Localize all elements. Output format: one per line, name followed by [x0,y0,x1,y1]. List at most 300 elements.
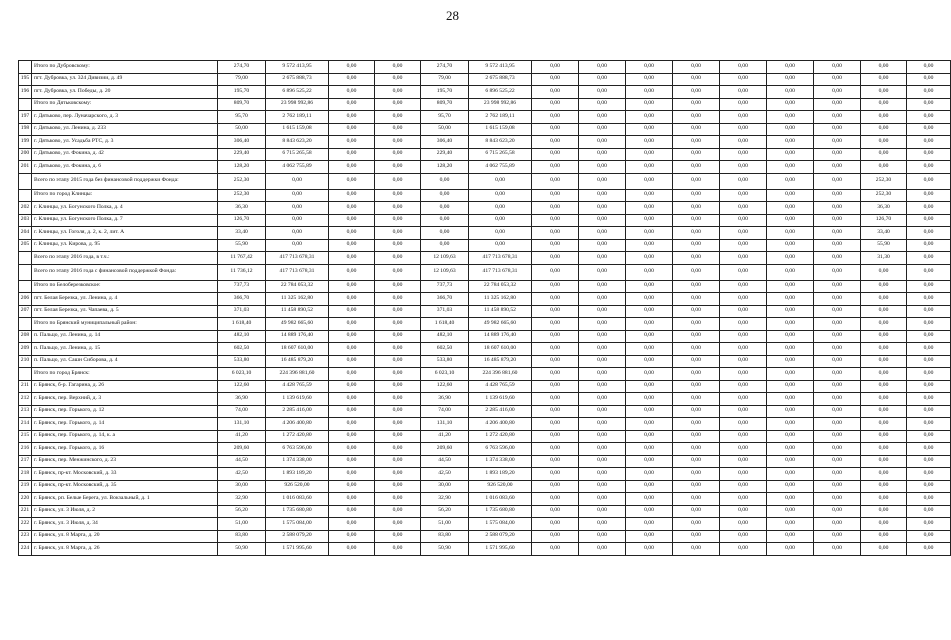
value-cell: 0,00 [814,468,861,481]
value-cell: 0,00 [814,136,861,149]
value-cell: 417 713 678,31 [266,264,329,280]
address-cell: п. Пальцо, ул. Ленина, д. 15 [32,343,218,356]
value-cell: 0,00 [673,455,720,468]
address-cell: г. Брянск, пр-кт. Московский, д. 33 [32,468,218,481]
value-cell: 0,00 [579,280,626,293]
value-cell: 0,00 [375,202,421,215]
value-cell: 0,00 [329,518,375,531]
value-cell: 0,00 [814,280,861,293]
row-number-cell: 209 [19,343,32,356]
value-cell: 0,00 [532,305,579,318]
row-number-cell [19,318,32,331]
value-cell: 0,00 [329,173,375,189]
value-cell: 0,00 [626,505,673,518]
value-cell: 0,00 [375,189,421,202]
row-number-cell: 222 [19,518,32,531]
value-cell: 0,00 [532,443,579,456]
value-cell: 126,70 [861,214,907,227]
value-cell: 9 572 413,95 [266,61,329,74]
value-cell: 0,00 [673,480,720,493]
value-cell: 482,10 [421,330,469,343]
value-cell: 0,00 [767,189,814,202]
table-row [19,480,951,493]
value-cell: 0,00 [861,86,907,99]
document-table-container [18,60,934,556]
row-number-cell: 217 [19,455,32,468]
value-cell: 11 767,42 [218,252,266,265]
value-cell: 0,00 [469,189,532,202]
value-cell: 0,00 [720,189,767,202]
value-cell: 0,00 [626,161,673,174]
value-cell: 50,00 [421,123,469,136]
value-cell: 0,00 [532,86,579,99]
address-cell: г. Брянск, ул. 3 Июля, д. 34 [32,518,218,531]
table-total-row [19,189,951,202]
value-cell: 0,00 [329,480,375,493]
value-cell: 0,00 [861,518,907,531]
value-cell: 0,00 [375,418,421,431]
value-cell: 0,00 [861,355,907,368]
value-cell: 16 485 879,20 [266,355,329,368]
value-cell: 0,00 [329,393,375,406]
row-number-cell: 215 [19,430,32,443]
row-number-cell: 207 [19,305,32,318]
value-cell: 0,00 [375,136,421,149]
table-row [19,518,951,531]
total-label-cell: Итого по Дубровскому: [32,61,218,74]
table-row [19,405,951,418]
value-cell: 0,00 [375,73,421,86]
value-cell: 0,00 [907,355,951,368]
value-cell: 0,00 [861,330,907,343]
table-total-row [19,61,951,74]
value-cell: 6 023,10 [421,368,469,381]
value-cell: 0,00 [907,252,951,265]
value-cell: 0,00 [626,343,673,356]
value-cell: 11 458 890,52 [266,305,329,318]
value-cell: 0,00 [329,280,375,293]
value-cell: 2 762 189,11 [469,111,532,124]
value-cell: 0,00 [673,202,720,215]
value-cell: 0,00 [532,368,579,381]
value-cell: 0,00 [626,318,673,331]
value-cell: 36,30 [218,202,266,215]
table-total-row [19,252,951,265]
value-cell: 0,00 [907,393,951,406]
value-cell: 95,70 [421,111,469,124]
value-cell: 0,00 [329,293,375,306]
table-total-row [19,173,951,189]
value-cell: 737,73 [218,280,266,293]
value-cell: 0,00 [375,455,421,468]
value-cell: 0,00 [720,73,767,86]
value-cell: 0,00 [720,468,767,481]
value-cell: 6 896 525,22 [469,86,532,99]
value-cell: 0,00 [907,430,951,443]
table-row [19,305,951,318]
total-label-cell: Итого по Дятьковскому: [32,98,218,111]
value-cell: 83,80 [421,530,469,543]
value-cell: 0,00 [329,161,375,174]
table-row [19,393,951,406]
value-cell: 0,00 [673,293,720,306]
value-cell: 0,00 [469,173,532,189]
value-cell: 1 615 159,08 [266,123,329,136]
value-cell: 0,00 [329,86,375,99]
row-number-cell: 200 [19,148,32,161]
total-label-cell: Всего по этапу 2016 года, в т.ч.: [32,252,218,265]
value-cell: 12 109,63 [421,264,469,280]
value-cell: 0,00 [907,493,951,506]
value-cell: 0,00 [861,380,907,393]
value-cell: 1 571 995,60 [266,543,329,556]
value-cell: 79,00 [421,73,469,86]
value-cell: 0,00 [814,430,861,443]
value-cell: 1 374 338,00 [266,455,329,468]
address-cell: г. Дятьково, ул. Фокина, д. 6 [32,161,218,174]
value-cell: 0,00 [532,280,579,293]
value-cell: 0,00 [767,393,814,406]
value-cell: 0,00 [626,493,673,506]
value-cell: 30,00 [421,480,469,493]
value-cell: 0,00 [469,214,532,227]
value-cell: 0,00 [720,227,767,240]
value-cell: 1 893 189,20 [469,468,532,481]
value-cell: 0,00 [329,530,375,543]
value-cell: 0,00 [266,239,329,252]
value-cell: 0,00 [907,280,951,293]
value-cell: 0,00 [626,73,673,86]
address-cell: г. Брянск, пер. Горького, д. 14 [32,418,218,431]
value-cell: 0,00 [861,111,907,124]
value-cell: 0,00 [375,505,421,518]
value-cell: 1 272 420,80 [266,430,329,443]
value-cell: 0,00 [579,252,626,265]
value-cell: 0,00 [907,405,951,418]
table-row [19,123,951,136]
value-cell: 482,10 [218,330,266,343]
value-cell: 0,00 [861,543,907,556]
value-cell: 0,00 [375,227,421,240]
address-cell: г. Дятьково, пер. Луначарского, д. 3 [32,111,218,124]
value-cell: 36,30 [861,202,907,215]
value-cell: 4 428 765,59 [469,380,532,393]
value-cell: 0,00 [814,443,861,456]
value-cell: 0,00 [673,214,720,227]
value-cell: 0,00 [767,98,814,111]
value-cell: 0,00 [861,430,907,443]
value-cell: 2 675 888,73 [469,73,532,86]
value-cell: 0,00 [673,543,720,556]
address-cell: пгт. Белая Березка, ул. Чапаева, д. 5 [32,305,218,318]
value-cell: 0,00 [720,543,767,556]
value-cell: 0,00 [626,239,673,252]
value-cell: 0,00 [532,202,579,215]
value-cell: 42,50 [421,468,469,481]
value-cell: 0,00 [532,61,579,74]
value-cell: 0,00 [814,305,861,318]
value-cell: 0,00 [469,227,532,240]
value-cell: 0,00 [861,443,907,456]
table-total-row [19,280,951,293]
value-cell: 224 396 881,60 [266,368,329,381]
value-cell: 0,00 [626,455,673,468]
table-row [19,239,951,252]
value-cell: 0,00 [626,136,673,149]
value-cell: 0,00 [907,189,951,202]
value-cell: 0,00 [861,318,907,331]
address-cell: г. Брянск, пр-кт. Московский, д. 35 [32,480,218,493]
value-cell: 0,00 [720,202,767,215]
value-cell: 51,00 [421,518,469,531]
table-row [19,455,951,468]
table-row [19,202,951,215]
value-cell: 0,00 [814,505,861,518]
value-cell: 8 843 623,20 [469,136,532,149]
value-cell: 0,00 [375,318,421,331]
value-cell: 0,00 [767,380,814,393]
value-cell: 0,00 [720,393,767,406]
value-cell: 0,00 [579,468,626,481]
value-cell: 0,00 [767,148,814,161]
value-cell: 11 325 162,80 [266,293,329,306]
value-cell: 6 763 596,00 [469,443,532,456]
value-cell: 22 784 053,32 [266,280,329,293]
row-number-cell: 212 [19,393,32,406]
value-cell: 0,00 [375,493,421,506]
value-cell: 0,00 [266,189,329,202]
row-number-cell [19,252,32,265]
value-cell: 0,00 [907,305,951,318]
address-cell: пгт. Белая Березка, ул. Ленина, д. 4 [32,293,218,306]
value-cell: 0,00 [720,61,767,74]
value-cell: 0,00 [673,305,720,318]
value-cell: 0,00 [814,264,861,280]
value-cell: 0,00 [626,418,673,431]
value-cell: 371,03 [421,305,469,318]
value-cell: 1 272 420,80 [469,430,532,443]
value-cell: 252,30 [218,173,266,189]
value-cell: 0,00 [814,123,861,136]
value-cell: 0,00 [767,293,814,306]
value-cell: 0,00 [673,418,720,431]
row-number-cell: 195 [19,73,32,86]
value-cell: 1 575 084,00 [266,518,329,531]
value-cell: 533,80 [421,355,469,368]
value-cell: 0,00 [673,505,720,518]
value-cell: 0,00 [907,380,951,393]
table-row [19,73,951,86]
value-cell: 0,00 [767,455,814,468]
value-cell: 0,00 [532,189,579,202]
value-cell: 0,00 [421,214,469,227]
row-number-cell [19,368,32,381]
value-cell: 0,00 [720,480,767,493]
value-cell: 0,00 [375,443,421,456]
total-label-cell: Итого по город Клинцы: [32,189,218,202]
value-cell: 0,00 [814,405,861,418]
address-cell: г. Клинцы, ул. Богунского Полка, д. 4 [32,202,218,215]
value-cell: 0,00 [767,239,814,252]
address-cell: г. Дятьково, ул. Фокина, д. 42 [32,148,218,161]
value-cell: 0,00 [861,98,907,111]
value-cell: 0,00 [720,86,767,99]
value-cell: 0,00 [532,161,579,174]
value-cell: 0,00 [626,264,673,280]
value-cell: 0,00 [907,293,951,306]
value-cell: 0,00 [720,380,767,393]
value-cell: 0,00 [814,343,861,356]
table-row [19,86,951,99]
value-cell: 0,00 [814,98,861,111]
value-cell: 55,90 [861,239,907,252]
value-cell: 0,00 [767,330,814,343]
table-row [19,418,951,431]
value-cell: 0,00 [767,543,814,556]
value-cell: 0,00 [532,73,579,86]
value-cell: 0,00 [579,518,626,531]
value-cell: 0,00 [720,330,767,343]
value-cell: 0,00 [626,111,673,124]
row-number-cell: 208 [19,330,32,343]
value-cell: 737,73 [421,280,469,293]
row-number-cell: 210 [19,355,32,368]
value-cell: 0,00 [767,343,814,356]
value-cell: 0,00 [767,318,814,331]
value-cell: 0,00 [579,202,626,215]
value-cell: 224 396 881,60 [469,368,532,381]
value-cell: 0,00 [907,343,951,356]
value-cell: 0,00 [579,355,626,368]
value-cell: 0,00 [814,252,861,265]
value-cell: 229,40 [421,148,469,161]
value-cell: 0,00 [329,61,375,74]
value-cell: 0,00 [532,505,579,518]
value-cell: 926 520,00 [266,480,329,493]
value-cell: 0,00 [579,318,626,331]
row-number-cell: 223 [19,530,32,543]
value-cell: 0,00 [375,518,421,531]
address-cell: г. Клинцы, ул. Гоголя, д. 2, к. 2, лит. А [32,227,218,240]
value-cell: 0,00 [579,239,626,252]
value-cell: 0,00 [720,368,767,381]
value-cell: 0,00 [579,148,626,161]
value-cell: 56,20 [421,505,469,518]
address-cell: г. Брянск, ул. 8 Марта, д. 26 [32,543,218,556]
value-cell: 0,00 [767,202,814,215]
table-total-row [19,368,951,381]
value-cell: 0,00 [907,264,951,280]
value-cell: 49 982 665,60 [266,318,329,331]
value-cell: 0,00 [469,202,532,215]
value-cell: 0,00 [329,405,375,418]
value-cell: 0,00 [907,227,951,240]
table-row [19,161,951,174]
address-cell: п. Пальцо, ул. Ленина, д. 14 [32,330,218,343]
value-cell: 0,00 [329,355,375,368]
value-cell: 274,70 [218,61,266,74]
value-cell: 417 713 678,31 [469,264,532,280]
value-cell: 0,00 [626,430,673,443]
value-cell: 0,00 [579,189,626,202]
value-cell: 0,00 [767,405,814,418]
value-cell: 0,00 [532,123,579,136]
value-cell: 0,00 [720,293,767,306]
value-cell: 1 575 084,00 [469,518,532,531]
value-cell: 0,00 [814,493,861,506]
value-cell: 0,00 [579,505,626,518]
address-cell: п. Пальцо, ул. Сашн Сиборова, д. 4 [32,355,218,368]
value-cell: 0,00 [767,505,814,518]
value-cell: 0,00 [579,368,626,381]
value-cell: 0,00 [673,86,720,99]
value-cell: 0,00 [375,468,421,481]
value-cell: 11 325 162,80 [469,293,532,306]
value-cell: 0,00 [767,173,814,189]
value-cell: 31,30 [861,252,907,265]
value-cell: 0,00 [767,493,814,506]
value-cell: 0,00 [861,468,907,481]
value-cell: 0,00 [907,518,951,531]
value-cell: 0,00 [907,86,951,99]
value-cell: 0,00 [579,405,626,418]
value-cell: 0,00 [579,493,626,506]
value-cell: 0,00 [907,455,951,468]
row-number-cell [19,189,32,202]
value-cell: 0,00 [532,252,579,265]
value-cell: 18 607 610,00 [266,343,329,356]
value-cell: 0,00 [861,505,907,518]
value-cell: 0,00 [814,61,861,74]
table-row [19,111,951,124]
value-cell: 209,60 [218,443,266,456]
value-cell: 0,00 [767,264,814,280]
value-cell: 0,00 [626,468,673,481]
value-cell: 0,00 [720,305,767,318]
row-number-cell: 224 [19,543,32,556]
value-cell: 0,00 [767,280,814,293]
value-cell: 0,00 [767,73,814,86]
value-cell: 0,00 [767,214,814,227]
value-cell: 0,00 [626,293,673,306]
value-cell: 0,00 [673,61,720,74]
value-cell: 0,00 [329,305,375,318]
value-cell: 417 713 678,31 [469,252,532,265]
value-cell: 74,00 [421,405,469,418]
value-cell: 0,00 [720,430,767,443]
value-cell: 0,00 [720,318,767,331]
value-cell: 0,00 [907,530,951,543]
value-cell: 44,50 [218,455,266,468]
value-cell: 1 618,40 [421,318,469,331]
value-cell: 0,00 [421,239,469,252]
value-cell: 0,00 [579,393,626,406]
value-cell: 1 571 995,60 [469,543,532,556]
value-cell: 0,00 [532,227,579,240]
value-cell: 809,70 [421,98,469,111]
value-cell: 0,00 [532,380,579,393]
row-number-cell: 197 [19,111,32,124]
value-cell: 0,00 [720,493,767,506]
value-cell: 0,00 [907,543,951,556]
value-cell: 0,00 [907,418,951,431]
value-cell: 0,00 [266,202,329,215]
value-cell: 0,00 [814,173,861,189]
value-cell: 0,00 [532,264,579,280]
table-total-row [19,264,951,280]
address-cell: г. Брянск, рп. Белые Берега, ул. Вокзальный, д. 1 [32,493,218,506]
value-cell: 0,00 [579,214,626,227]
